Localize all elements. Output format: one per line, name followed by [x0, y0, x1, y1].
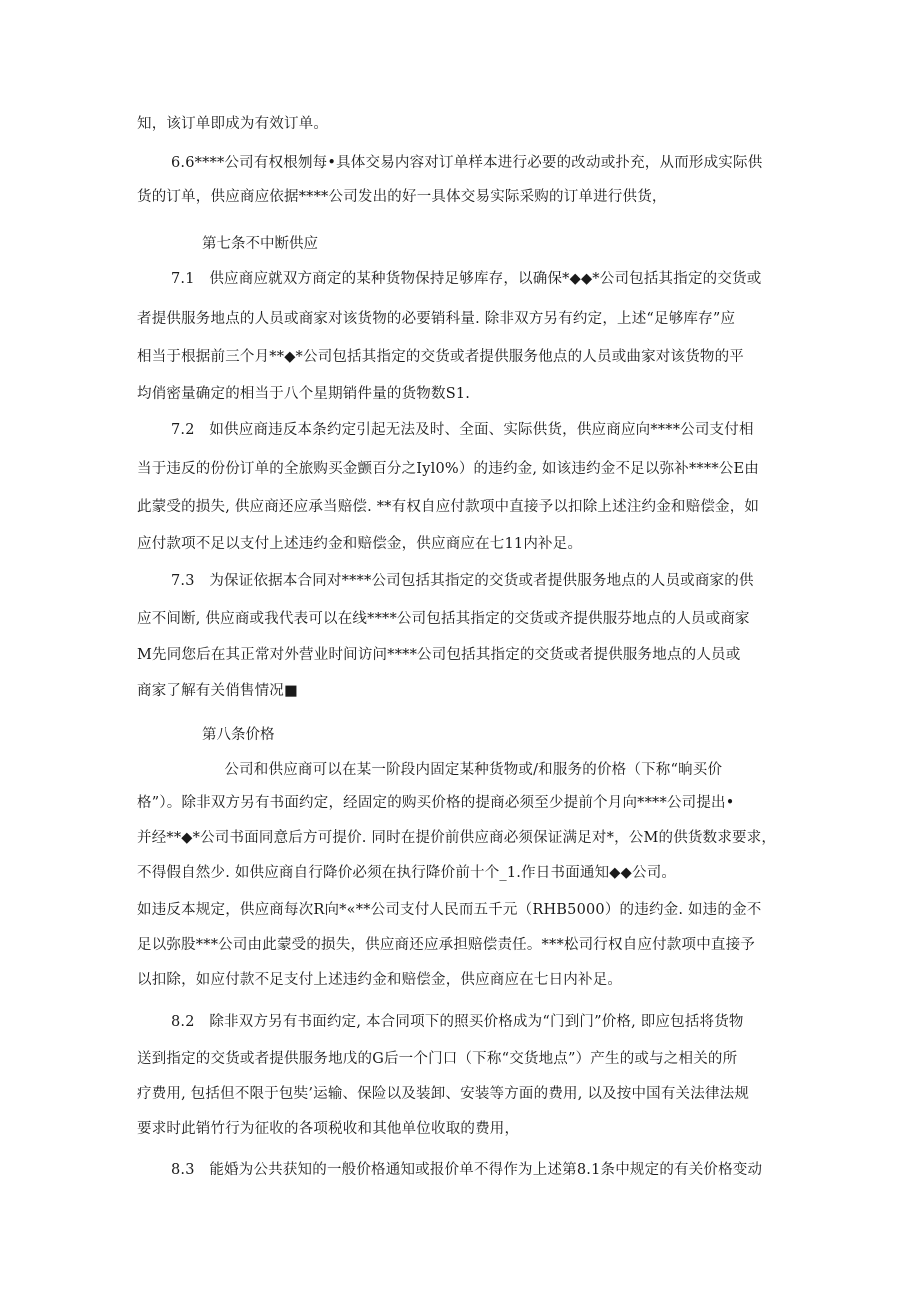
text-line: 者提供服务地点的人员或商家对该货物的必要销科量. 除非双方另有约定，上述“足够库存”应: [137, 311, 736, 327]
text-line: 当于违反的份份订单的全旅购买金颤百分之Iyl0%）的违约金, 如该违约金不足以弥补****公E由: [137, 461, 759, 477]
text-line: 商家了解有关俏售情况■: [137, 683, 298, 699]
text-line: 7.3 为保证依据本合同对****公司包括其指定的交货或者提供服务地点的人员或商家的供: [171, 573, 754, 589]
text-line: 公司和供应商可以在某一阶段内固定某种货物或/和服务的价格（下称“晌买价: [195, 762, 723, 778]
text-line: 知，该订单即成为有效订单。: [137, 116, 329, 132]
text-line: 6.6****公司有权根刎每•具体交易内容对订单样本进行必要的改动或扑充，从而形成实际供: [171, 155, 763, 171]
text-line: 8.3 能婚为公共获知的一般价格通知或报价单不得作为上述第8.1条中规定的有关价格变动: [171, 1162, 763, 1178]
text-line: 足以弥股***公司由此蒙受的损失，供应商还应承担赔偿责任。***松司行权自应付款项中直接予: [137, 937, 755, 953]
text-line: 货的订单，供应商应依据****公司发出的好一具体交易实际采购的订单进行供货，: [137, 189, 667, 205]
text-line: 均俏密量确定的相当于八个星期销件量的货物数S1.: [137, 386, 471, 402]
text-line: 此蒙受的损失, 供应商还应承当赔偿. **有权自应付款项中直接予以扣除上述注约金和赔偿金，如: [137, 499, 760, 515]
text-line: 7.2 如供应商违反本条约定引起无法及时、全面、实际供货，供应商应向****公司支付相: [171, 422, 754, 438]
text-line: 并经**◆*公司书面同意后方可提价. 同时在提价前供应商必须保证满足对*，公M的供货数求要求，: [137, 830, 777, 846]
text-line: 7.1 供应商应就双方商定的某种货物保持足够库存，以确保*◆◆*公司包括其指定的交货或: [171, 271, 762, 287]
text-line: 如违反本规定，供应商每次R向*«**公司支付人民而五千元（RHB5000）的违约金. 如违的金不: [137, 902, 762, 918]
text-line: 格”）。除非双方另有书面约定，经固定的购买价格的提商必须至少提前个月向****公司提出•: [137, 795, 735, 811]
text-line: 应付款项不足以支付上述违约金和赔偿金，供应商应在七11内补足。: [137, 536, 583, 552]
text-line: M先同您后在其正常对外营业时间访问****公司包括其指定的交货或者提供服务地点的人员或: [137, 647, 741, 663]
text-line: 8.2 除非双方另有书面约定, 本合同项下的照买价格成为“门到门”价格, 即应包括将货物: [171, 1014, 744, 1030]
section-heading-7: 第七条不中断供应: [202, 236, 318, 252]
text-line: 疗费用, 包括但不限于包奘’运输、保险以及装卸、安装等方面的费用, 以及按中国有关法律法规: [137, 1086, 750, 1102]
text-line: 相当于根据前三个月**◆*公司包括其指定的交货或者提供服务他点的人员或曲家对该货物的平: [137, 349, 744, 365]
section-heading-8: 第八条价格: [202, 727, 275, 743]
text-line: 不得假自然少. 如供应商自行降价必须在执行降价前十个_1.作日书面通知◆◆公司。: [137, 865, 677, 881]
text-line: 送到指定的交货或者提供服务地戊的G后一个门口（下称“交货地点”）产生的或与之相关的所: [137, 1051, 738, 1067]
text-line: 要求时此销竹行为征收的各项税收和其他单位收取的费用，: [137, 1121, 520, 1137]
text-line: 以扣除，如应付款不足支付上述违约金和赔偿金，供应商应在七日内补足。: [137, 972, 623, 988]
text-line: 应不间断, 供应商或我代表可以在线****公司包括其指定的交货或齐提供服芬地点的人员或商家: [137, 611, 750, 627]
